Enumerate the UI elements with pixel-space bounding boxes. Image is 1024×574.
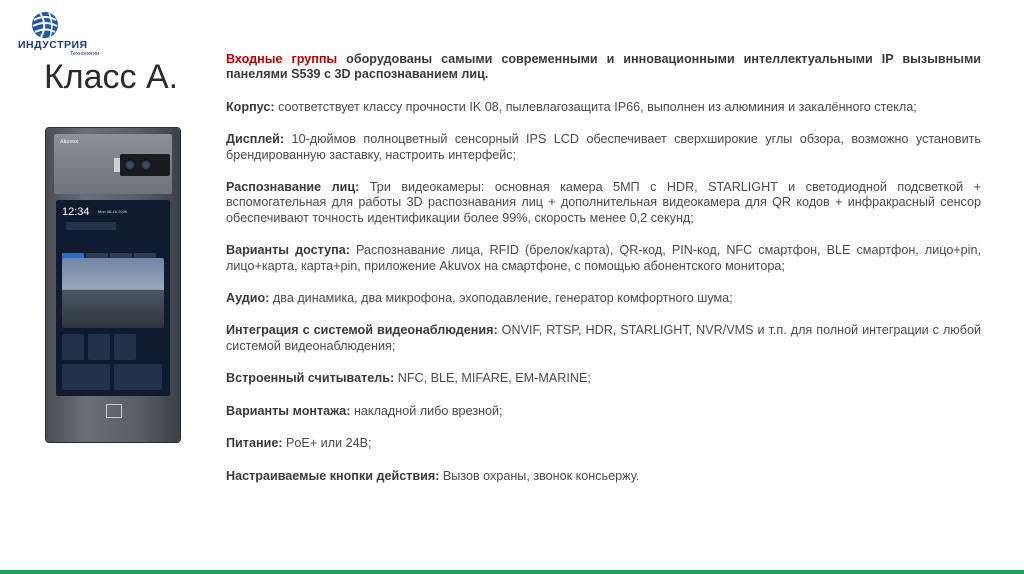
spec-item — [226, 371, 981, 386]
lock-tile — [62, 334, 84, 360]
spec-text: соответствует классу прочности IK 08, пылевлагозащита IP66, выполнен из алюминия и закалённого стекла; — [274, 99, 917, 114]
logo-name: ИНДУСТРИЯ — [18, 39, 88, 51]
spec-list — [226, 52, 981, 501]
page-title: Класс А. — [44, 58, 179, 96]
spec-label: Встроенный считыватель: — [226, 371, 395, 386]
spec-text: PoE+ или 24В; — [282, 436, 372, 451]
spec-label: Распознавание лиц: — [226, 180, 360, 195]
spec-label: Питание: — [226, 436, 283, 451]
card-reader-icon — [106, 404, 122, 418]
device-video-preview — [62, 258, 164, 328]
emergency-tile — [62, 364, 110, 390]
spec-text: накладной либо врезной; — [350, 403, 503, 418]
spec-label: Настраиваемые кнопки действия: — [226, 468, 440, 483]
spec-label: Интеграция с системой видеонаблюдения: — [226, 323, 498, 338]
company-logo — [14, 8, 134, 58]
camera-lens-icon — [140, 159, 152, 171]
footer-bar — [0, 570, 1024, 574]
spec-item — [226, 404, 981, 419]
spec-label: Дисплей: — [226, 132, 285, 147]
spec-text: Вызов охраны, звонок консьержу. — [439, 468, 640, 483]
device-brand: Akuvox — [60, 139, 79, 145]
device-screen — [56, 200, 170, 396]
spec-text: два динамика, два микрофона, эхоподавление, генератор комфортного шума; — [269, 291, 733, 306]
camera-module — [54, 134, 172, 194]
logo-subtitle: Технологии — [70, 51, 100, 57]
spec-item — [226, 469, 981, 484]
spec-text: NFC, BLE, MIFARE, EM-MARINE; — [394, 371, 591, 386]
spec-item — [226, 100, 981, 115]
spec-item — [226, 132, 981, 163]
globe-icon — [30, 10, 60, 40]
device-tabs — [62, 246, 164, 254]
spec-text: Распознавание лица, RFID (брелок/карта), QR-код, PIN-код, NFC смартфон, BLE смартфон, лицо+pin, лицо+карта, карта+pin, приложение Akuvox на смартфоне, с помощью абонентского монитора; — [226, 243, 981, 273]
intro-paragraph — [226, 52, 981, 83]
spec-label: Варианты монтажа: — [226, 403, 351, 418]
spec-text: ONVIF, RTSP, HDR, STARLIGHT, NVR/VMS и т.п. для полной интеграции с любой системой видеонаблюдения; — [226, 323, 981, 353]
spec-item — [226, 243, 981, 274]
spec-item — [226, 291, 981, 306]
intercom-panel-image — [46, 128, 180, 442]
spec-item — [226, 180, 981, 226]
spec-label: Корпус: — [226, 99, 275, 114]
reception-tile — [114, 364, 162, 390]
camera-lens-icon — [124, 159, 136, 171]
spec-label: Аудио: — [226, 291, 270, 306]
spec-item — [226, 323, 981, 354]
device-time: 12:34 — [62, 206, 90, 218]
spec-text: 10-дюймов полноцветный сенсорный IPS LCD обеспечивает сверхширокие углы обзора, возможно установить брендированную заставку, настроить интерфейс; — [226, 132, 981, 162]
camera-bar — [120, 154, 170, 176]
device-info-box — [66, 222, 116, 230]
spec-label: Варианты доступа: — [226, 243, 350, 258]
call-tile — [114, 334, 136, 360]
device-date: Mon 06-16 2026 — [98, 209, 128, 214]
intro-highlight: Входные группы — [226, 52, 338, 66]
pin-tile — [88, 334, 110, 360]
intro-text: оборудованы самыми современными и инновационными интеллектуальными IP вызывными панелями S539 с 3D распознаванием лиц. — [226, 52, 982, 82]
spec-item — [226, 436, 981, 451]
spec-text: Три видеокамеры: основная камера 5МП с HDR, STARLIGHT и светодиодной подсветкой + вспомогательная для работы 3D распознавания лиц + дополнительная видеокамера для QR кодов + инфракрасный сенсор обеспечивают точность идентификации более 99%, скорость менее 0,2 секунд; — [226, 180, 981, 225]
